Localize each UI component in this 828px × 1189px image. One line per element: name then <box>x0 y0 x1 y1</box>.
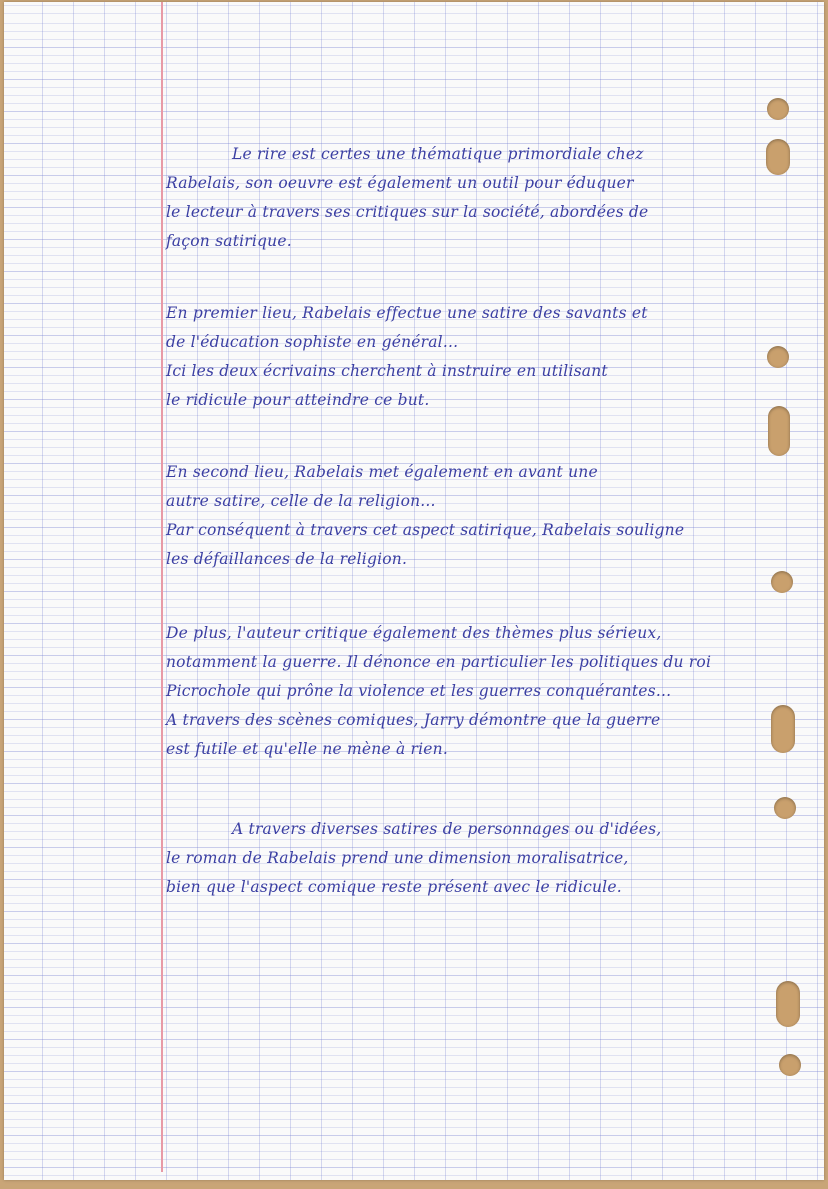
punch-hole <box>779 1054 801 1076</box>
intro-paragraph <box>166 140 796 256</box>
punch-hole <box>771 571 793 593</box>
notebook-sheet <box>4 2 824 1180</box>
handwritten-line: En premier lieu, Rabelais effectue une satire des savants et <box>166 304 648 322</box>
handwritten-line: notamment la guerre. Il dénonce en particulier les politiques du roi <box>166 653 712 671</box>
handwritten-line: Ici les deux écrivains cherchent à instruire en utilisant <box>166 362 608 380</box>
handwritten-line: A travers diverses satires de personnages ou d'idées, <box>232 820 662 838</box>
margin-line <box>161 2 163 1172</box>
first-point-paragraph <box>166 299 796 415</box>
handwritten-line: Le rire est certes une thématique primordiale chez <box>232 145 644 163</box>
punch-hole <box>776 981 800 1027</box>
handwritten-line: le lecteur à travers ses critiques sur la société, abordées de <box>166 203 649 221</box>
punch-hole <box>767 98 789 120</box>
handwritten-line: Par conséquent à travers cet aspect satirique, Rabelais souligne <box>166 521 685 539</box>
handwritten-line: Rabelais, son oeuvre est également un outil pour éduquer <box>166 174 634 192</box>
third-point-paragraph <box>166 619 796 764</box>
handwritten-line: A travers des scènes comiques, Jarry démontre que la guerre <box>166 711 661 729</box>
handwritten-line: façon satirique. <box>166 232 292 250</box>
handwritten-line: bien que l'aspect comique reste présent avec le ridicule. <box>166 878 622 896</box>
handwritten-line: En second lieu, Rabelais met également en avant une <box>166 463 598 481</box>
handwritten-line: de l'éducation sophiste en général... <box>166 333 459 351</box>
handwritten-line: le ridicule pour atteindre ce but. <box>166 391 430 409</box>
conclusion-paragraph <box>166 815 796 902</box>
handwritten-line: Picrochole qui prône la violence et les guerres conquérantes... <box>166 682 672 700</box>
handwritten-line: les défaillances de la religion. <box>166 550 408 568</box>
handwritten-line: le roman de Rabelais prend une dimension moralisatrice, <box>166 849 629 867</box>
second-point-paragraph <box>166 458 796 574</box>
handwritten-line: De plus, l'auteur critique également des thèmes plus sérieux, <box>166 624 662 642</box>
handwritten-line: est futile et qu'elle ne mène à rien. <box>166 740 448 758</box>
handwritten-line: autre satire, celle de la religion... <box>166 492 436 510</box>
